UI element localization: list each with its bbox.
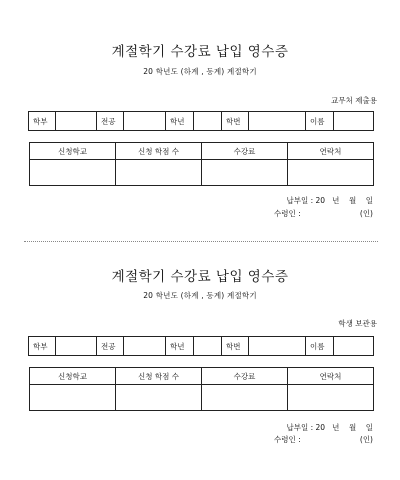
- major-field[interactable]: [124, 337, 166, 356]
- school-field[interactable]: [30, 160, 116, 186]
- fee-header: 수강료: [202, 143, 288, 160]
- year-label: 학년: [166, 112, 194, 131]
- name-field[interactable]: [334, 112, 374, 131]
- student-id-field[interactable]: [249, 112, 306, 131]
- receipt-subtitle: 20 학년도 (하계 , 동계) 계절학기: [143, 67, 257, 76]
- school-header: 신청학교: [30, 143, 116, 160]
- seal-mark: (인): [359, 209, 373, 218]
- copy-purpose-label: 학생 보관용: [338, 319, 377, 328]
- school-header: 신청학교: [30, 368, 116, 385]
- copy-purpose-label: 교무처 제출용: [331, 96, 377, 105]
- fee-header: 수강료: [202, 368, 288, 385]
- major-field[interactable]: [124, 112, 166, 131]
- dept-field[interactable]: [56, 112, 97, 131]
- receipt-subtitle: 20 학년도 (하계 , 동계) 계절학기: [143, 291, 257, 300]
- course-fee-table: [29, 142, 374, 186]
- dept-label: 학부: [29, 112, 56, 131]
- student-info-table: [28, 336, 374, 356]
- fee-field[interactable]: [202, 385, 288, 411]
- major-label: 전공: [97, 337, 124, 356]
- student-id-label: 학번: [222, 337, 249, 356]
- contact-header: 연락처: [288, 368, 374, 385]
- student-id-label: 학번: [222, 112, 249, 131]
- contact-header: 연락처: [288, 143, 374, 160]
- receipt-title: 계절학기 수강료 납입 영수증: [111, 44, 289, 60]
- name-field[interactable]: [334, 337, 374, 356]
- student-id-field[interactable]: [249, 337, 306, 356]
- credits-field[interactable]: [116, 385, 202, 411]
- school-field[interactable]: [30, 385, 116, 411]
- year-label: 학년: [166, 337, 194, 356]
- payment-date-line: 납부일 : 20 년 월 일: [286, 196, 373, 205]
- receiver-label: 수령인 :: [274, 435, 301, 444]
- credits-header: 신청 학점 수: [116, 368, 202, 385]
- seal-mark: (인): [359, 435, 373, 444]
- dept-field[interactable]: [56, 337, 97, 356]
- major-label: 전공: [97, 112, 124, 131]
- name-label: 이름: [306, 112, 334, 131]
- credits-header: 신청 학점 수: [116, 143, 202, 160]
- credits-field[interactable]: [116, 160, 202, 186]
- year-field[interactable]: [194, 112, 222, 131]
- dept-label: 학부: [29, 337, 56, 356]
- contact-field[interactable]: [288, 385, 374, 411]
- cut-line-divider: [24, 241, 378, 242]
- fee-field[interactable]: [202, 160, 288, 186]
- contact-field[interactable]: [288, 160, 374, 186]
- receiver-label: 수령인 :: [274, 209, 301, 218]
- course-fee-table: [29, 367, 374, 411]
- receipt-title: 계절학기 수강료 납입 영수증: [111, 269, 289, 285]
- name-label: 이름: [306, 337, 334, 356]
- year-field[interactable]: [194, 337, 222, 356]
- student-info-table: [28, 111, 374, 131]
- payment-date-line: 납부일 : 20 년 월 일: [286, 423, 373, 432]
